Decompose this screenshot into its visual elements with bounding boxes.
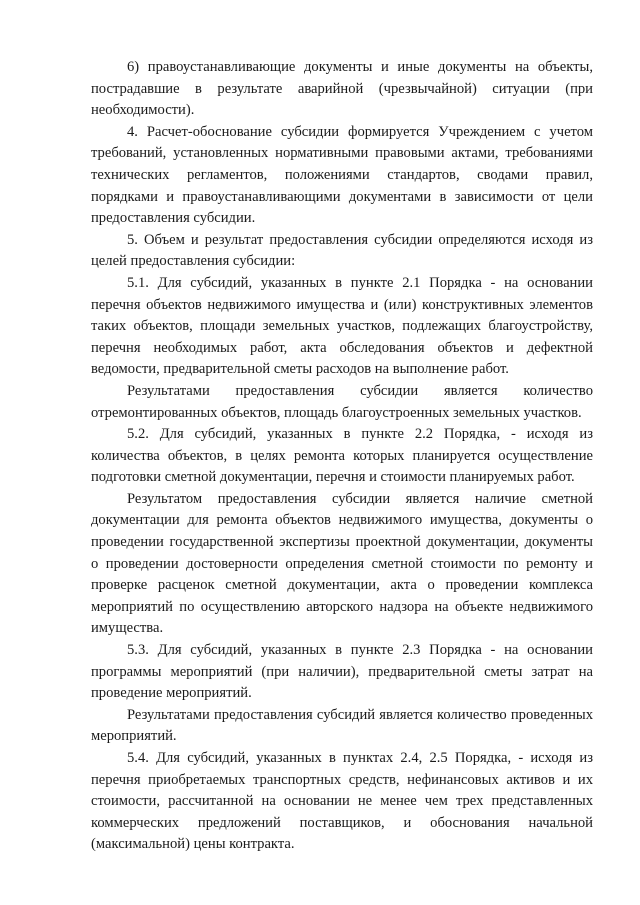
- document-body: [91, 57, 593, 856]
- paragraph-section-5-1: 5.1. Для субсидий, указанных в пункте 2.1 Порядка - на основании перечня объектов недвижимого имущества и (или) конструктивных элементов таких объектов, площади земельных участков, подлежащих благоустройству, перечня необходимых работ, акта обследования объектов и дефектной ведомости, предварительной сметы расходов на выполнение работ.: [91, 274, 593, 378]
- paragraph-section-5-1-results: Результатами предоставления субсидии является количество отремонтированных объектов, площадь благоустроенных земельных участков.: [91, 382, 593, 421]
- paragraph-section-4-calculation: 4. Расчет-обоснование субсидии формируется Учреждением с учетом требований, установленных нормативными правовыми актами, требованиями технических регламентов, положениями стандартов, сводами правил, порядками и правоустанавливающими документами в зависимости от цели предоставления субсидии.: [91, 123, 593, 227]
- paragraph-section-5-volume: 5. Объем и результат предоставления субсидии определяются исходя из целей предоставления субсидии:: [91, 231, 593, 270]
- paragraph-section-5-4: 5.4. Для субсидий, указанных в пунктах 2.4, 2.5 Порядка, - исходя из перечня приобретаемых транспортных средств, нефинансовых активов и их стоимости, рассчитанной на основании не менее чем трех представленных коммерческих предложений поставщиков, и обоснования начальной (максимальной) цены контракта.: [91, 750, 593, 853]
- paragraph-section-5-2-results: Результатом предоставления субсидии является наличие сметной документации для ремонта объектов недвижимого имущества, документы о проведении государственной экспертизы проектной документации, документы о проведении достоверности определения сметной стоимости по ремонту и проверке расценок сметной документации, акта о проведении комплекса мероприятий по осуществлению авторского надзора на объекте недвижимого имущества.: [91, 490, 593, 637]
- paragraph-section-5-3-results: Результатами предоставления субсидий является количество проведенных мероприятий.: [91, 706, 593, 745]
- paragraph-section-5-3: 5.3. Для субсидий, указанных в пункте 2.3 Порядка - на основании программы мероприятий (при наличии), предварительной сметы затрат на проведение мероприятий.: [91, 642, 593, 702]
- paragraph-item-6-documents: 6) правоустанавливающие документы и иные документы на объекты, пострадавшие в результате аварийной (чрезвычайной) ситуации (при необходимости).: [91, 59, 593, 119]
- paragraph-section-5-2: 5.2. Для субсидий, указанных в пункте 2.2 Порядка, - исходя из количества объектов, в целях ремонта которых планируется осуществление подготовки сметной документации, перечня и стоимости планируемых работ.: [91, 426, 593, 486]
